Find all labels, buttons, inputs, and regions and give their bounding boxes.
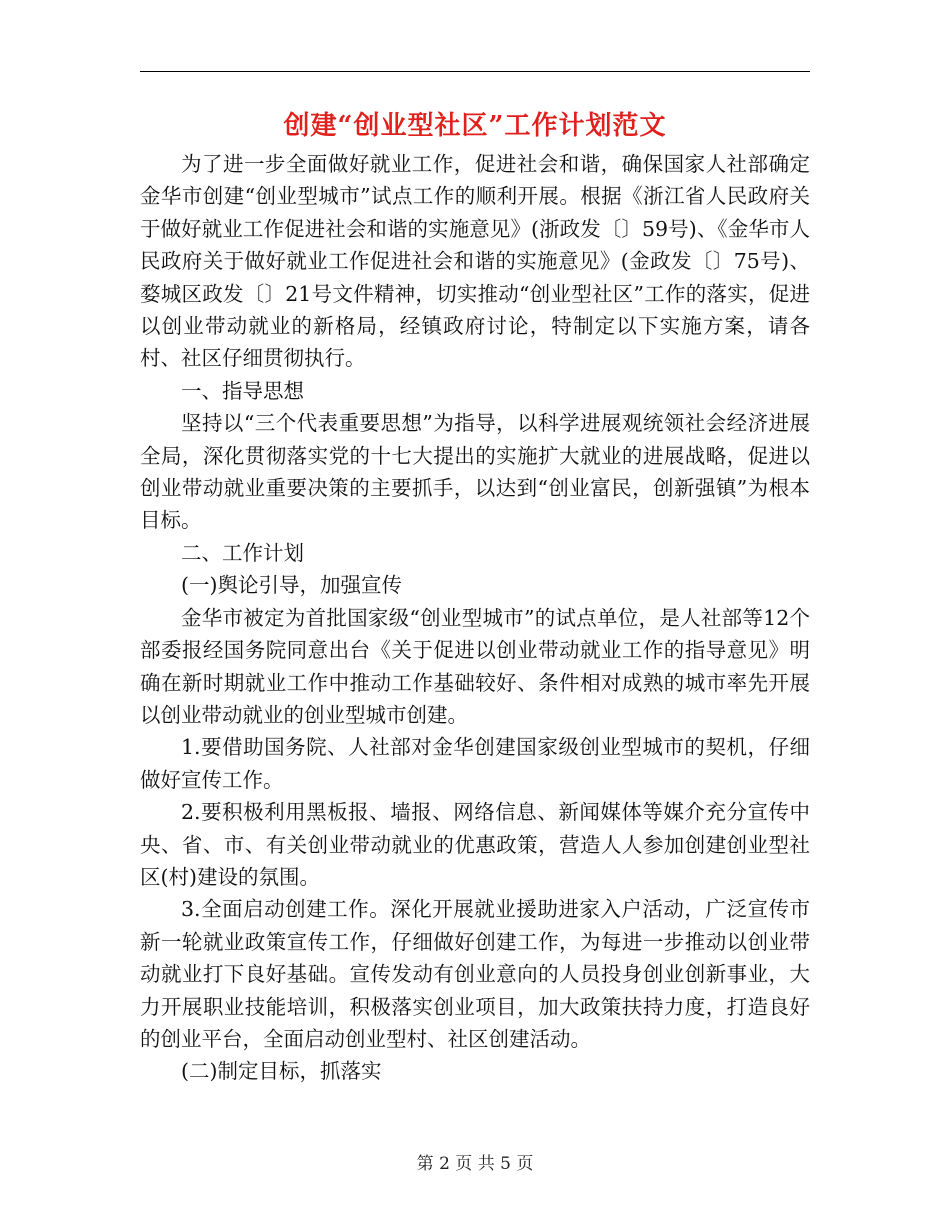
- list-item-3: 3.全面启动创建工作。深化开展就业援助进家入户活动，广泛宣传市新一轮就业政策宣传工作，仔细做好创建工作，为每进一步推动以创业带动就业打下良好基础。宣传发动有创业意向的人员投身创业创新事业，大力开展职业技能培训，积极落实创业项目，加大政策扶持力度，打造良好的创业平台，全面启动创业型村、社区创建活动。: [140, 897, 810, 1051]
- paragraph-guiding-ideology: 坚持以“三个代表重要思想”为指导，以科学进展观统领社会经济进展全局，深化贯彻落实党的十七大提出的实施扩大就业的进展战略，促进以创业带动就业重要决策的主要抓手，以达到“创业富民，创新强镇”为根本目标。: [140, 411, 810, 533]
- subsection-heading-publicity: (一)舆论引导，加强宣传: [181, 573, 402, 598]
- paragraph-publicity: 金华市被定为首批国家级“创业型城市”的试点单位，是人社部等12个部委报经国务院同意出台《关于促进以创业带动就业工作的指导意见》明确在新时期就业工作中推动工作基础较好、条件相对成熟的城市率先开展以创业带动就业的创业型城市创建。: [140, 605, 810, 727]
- subsection-heading-targets: (二)制定目标，抓落实: [181, 1059, 382, 1084]
- document-title: 创建“创业型社区”工作计划范文: [283, 111, 667, 141]
- paragraph-intro: 为了进一步全面做好就业工作，促进社会和谐，确保国家人社部确定金华市创建“创业型城市”试点工作的顺利开展。根据《浙江省人民政府关于做好就业工作促进社会和谐的实施意见》(浙政发〔〕59号)、《金华市人民政府关于做好就业工作促进社会和谐的实施意见》(金政发〔〕75号)、婺城区政发〔〕21号文件精神，切实推动“创业型社区”工作的落实，促进以创业带动就业的新格局，经镇政府讨论，特制定以下实施方案，请各村、社区仔细贯彻执行。: [140, 152, 810, 371]
- section-heading-work-plan: 二、工作计划: [181, 540, 304, 565]
- document-body: [140, 148, 810, 1088]
- header-rule: [140, 71, 810, 72]
- section-heading-guiding-ideology: 一、指导思想: [181, 378, 304, 403]
- list-item-1: 1.要借助国务院、人社部对金华创建国家级创业型城市的契机，仔细做好宣传工作。: [140, 735, 810, 792]
- page-footer: 第 2 页 共 5 页: [416, 1154, 534, 1174]
- list-item-2: 2.要积极利用黑板报、墙报、网络信息、新闻媒体等媒介充分宣传中央、省、市、有关创业带动就业的优惠政策，营造人人参加创建创业型社区(村)建设的氛围。: [140, 800, 810, 889]
